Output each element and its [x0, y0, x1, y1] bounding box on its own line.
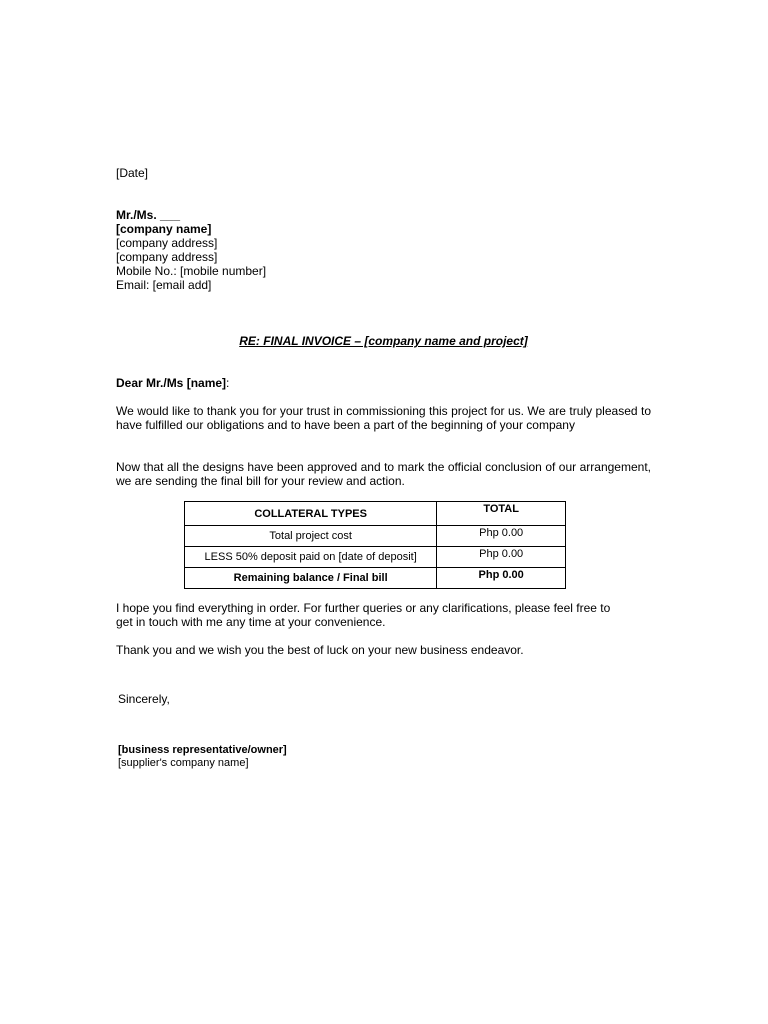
supplier-company-name: [supplier's company name] — [118, 757, 249, 769]
bill-table — [184, 501, 566, 589]
bill-table-header-row — [185, 502, 566, 526]
paragraph-best-wishes: Thank you and we wish you the best of luck on your new business endeavor. — [116, 643, 524, 657]
bill-row-label: Remaining balance / Final bill — [185, 568, 437, 589]
bill-header-collateral-types: COLLATERAL TYPES — [185, 502, 437, 526]
bill-row-label: LESS 50% deposit paid on [date of deposit] — [185, 547, 437, 568]
recipient-email: Email: [email add] — [116, 278, 212, 292]
bill-row-value: Php 0.00 — [437, 568, 566, 589]
paragraph-final-bill: Now that all the designs have been approved and to mark the official conclusion of our arrangement, we are sending the final bill for your review and action. — [116, 460, 651, 488]
closing: Sincerely, — [118, 692, 170, 706]
greeting-colon: : — [226, 376, 230, 390]
paragraph-queries-line-2: get in touch with me any time at your convenience. — [116, 615, 386, 629]
greeting-name: Dear Mr./Ms [name] — [116, 376, 227, 390]
bill-row-label: Total project cost — [185, 526, 437, 547]
recipient-name: Mr./Ms. ___ — [116, 208, 181, 222]
recipient-company: [company name] — [116, 222, 212, 236]
recipient-address-1: [company address] — [116, 236, 218, 250]
subject-line: RE: FINAL INVOICE – [company name and project] — [239, 334, 528, 348]
signatory-name: [business representative/owner] — [118, 744, 287, 756]
paragraph-thanks: We would like to thank you for your trust in commissioning this project for us. We are truly pleased to have fulfilled our obligations and to have been a part of the beginning of your company — [116, 404, 651, 432]
paragraph-queries-line-1: I hope you find everything in order. For further queries or any clarifications, please feel free to — [116, 601, 611, 615]
table-row — [185, 568, 566, 589]
letter-date: [Date] — [116, 166, 149, 180]
bill-row-value: Php 0.00 — [437, 526, 566, 547]
bill-row-value: Php 0.00 — [437, 547, 566, 568]
table-row — [185, 526, 566, 547]
bill-header-total: TOTAL — [437, 502, 566, 526]
greeting — [116, 376, 229, 390]
recipient-mobile: Mobile No.: [mobile number] — [116, 264, 267, 278]
table-row — [185, 547, 566, 568]
recipient-address-2: [company address] — [116, 250, 218, 264]
